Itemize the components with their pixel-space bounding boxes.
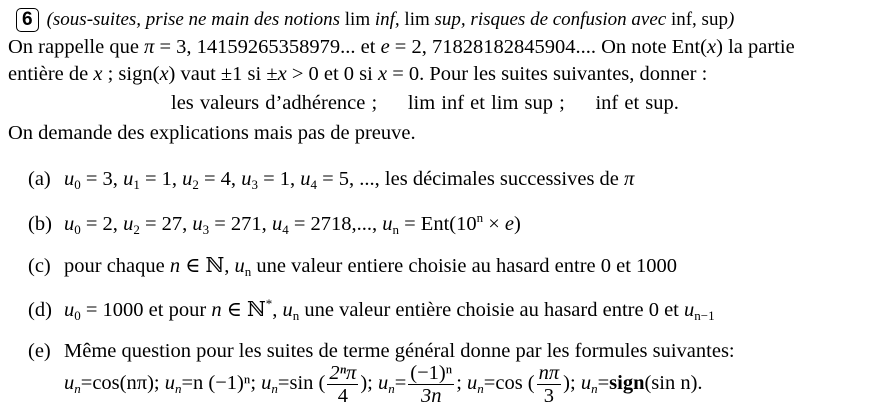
text-segment: = 5, ..., les décimales successives de [317,168,625,190]
text-segment: pour chaque [64,255,170,277]
text-segment: n [392,222,399,237]
text-segment: inf [374,9,395,30]
text-segment: x [93,63,103,85]
text-segment: * [265,296,273,311]
text-segment: lim [404,9,435,30]
text-segment: ∈ ℕ [221,299,266,321]
text-segment: n [476,210,484,225]
item-label: (b) [28,213,52,235]
text-segment: u [123,213,134,235]
text-segment: (sous-suites, prise ne main des notions [46,9,345,30]
text-segment: x [707,36,717,58]
text-segment: = 2, [80,213,124,235]
text-segment: u [282,299,293,321]
item-label: (d) [28,299,52,321]
text-segment: 4 [282,222,289,237]
text-segment: lim [344,9,375,30]
text-segment: u [64,168,75,190]
text-segment: u [182,168,193,190]
formula-2: n (−1)ⁿ; [193,372,257,395]
text-segment: u [123,168,134,190]
text-segment: ) [727,9,735,30]
text-segment: 0 [74,308,81,323]
item-text [64,255,677,277]
text-segment: On rappelle que [8,36,145,58]
text-segment: u [234,255,245,277]
text-segment: e [504,213,515,235]
text-segment: 3 [202,222,210,237]
item-e [28,340,735,363]
item-label: (a) [28,168,51,190]
exercise-header [16,8,734,32]
text-segment: u [382,213,393,235]
text-segment: Même question pour les suites de terme général donne par les formules suivantes: [64,340,735,362]
text-segment: entière de [8,63,94,85]
text-segment: 1 [133,177,140,192]
text-segment: e [380,36,390,58]
text-segment: > 0 et 0 si [286,63,378,85]
item-text [64,210,521,237]
text-segment: n−1 [694,308,715,323]
text-segment: u [241,168,252,190]
text-segment: , [394,9,405,30]
text-segment: u [684,299,695,321]
exercise-number: 6 [16,8,39,32]
formula-1: cos(nπ); [92,372,160,395]
text-segment: 3 [251,177,258,192]
text-segment: = 3, [80,168,124,190]
text-segment: 4 [310,177,317,192]
item-d [28,296,715,324]
text-segment: u [192,213,203,235]
text-segment: = 1, [139,168,183,190]
intro-line-2 [8,63,707,86]
formula-5: cos ( $\frac{n\pi}{3}$ ); [495,362,576,407]
text-segment: 0 [74,177,81,192]
formula-3: sin ( $\frac{\text{2ⁿπ}}{4}$ ); [289,362,373,407]
text-segment: n [169,255,181,277]
text-segment: × [483,213,505,235]
text-segment: u [64,213,75,235]
text-segment: = 3, 14159265358979... et [154,36,381,58]
item-b [28,210,521,238]
text-segment: ) [514,213,521,235]
text-segment: ∈ ℕ, [180,255,235,277]
item-text [64,168,634,190]
text-segment: = 1000 et pour [80,299,212,321]
text-segment: , [272,299,283,321]
text-segment: = 271, [209,213,272,235]
text-segment: u [64,299,75,321]
formula-6: sign(sin n). [609,372,703,395]
header-text [47,9,735,30]
text-segment: u [300,168,311,190]
item-label: (c) [28,255,51,277]
text-segment: sup [434,9,461,30]
text-segment: une valeur entière choisie au hasard entre 0 et [299,299,684,321]
intro-line-3 [171,92,679,115]
text-segment: une valeur entiere choisie au hasard entre 0 et 1000 [251,255,678,277]
text-segment: = 4, [198,168,242,190]
item-a [28,168,634,193]
text-segment: 2 [192,177,199,192]
text-segment: ) la partie [716,36,795,58]
text-segment: = 2, 71828182845904.... On note Ent( [389,36,708,58]
item-text [64,296,715,323]
text-segment: inf, sup [670,9,728,30]
intro-line-4 [8,122,416,145]
text-segment: 0 [74,222,81,237]
text-segment: n [292,308,300,323]
text-segment: = 27, [139,213,193,235]
text-segment: = 1, [257,168,301,190]
text-segment: 2 [133,222,140,237]
text-segment: x [159,63,169,85]
text-segment: n [211,299,222,321]
text-segment: x [277,63,287,85]
text-segment: n [244,264,252,279]
item-c [28,253,677,280]
text-segment: = 2718,..., [288,213,383,235]
intro-line-1 [8,36,795,59]
text-segment: ) vaut ±1 si ± [168,63,278,85]
text-segment: x [377,63,388,85]
text-segment: u [271,213,283,235]
text-segment: ; sign( [102,63,160,85]
text-segment: , risques de confusion avec [460,9,671,30]
text-segment: π [144,36,155,58]
formula-4: $\frac{\text{(−1)ⁿ}}{3n}$ ; [410,362,462,407]
item-label: (e) [28,340,51,362]
text-segment: = 0. Pour les suites suivantes, donner : [387,63,708,85]
item-text [64,340,735,362]
text-segment: π [624,168,635,190]
text-segment: = Ent(10 [399,213,477,235]
text-segment: les valeurs d’adhérence ; lim inf et lim sup ; inf et sup. [171,92,679,114]
formula-line: $u_n=\cos(n\pi)$; $u_n=n$ (−1)ⁿ; $u_n=\sin$ ( $\frac{\text{2ⁿπ}}{4}$ ); $u_n=$ $\frac{\text{(−1)ⁿ}}{3n}$ ; $u_n=\cos$ ( $\frac{n\pi}{3}$ ); $u_n=sign(\sin$ n). [64,362,703,407]
text-segment: On demande des explications mais pas de preuve. [8,122,416,144]
